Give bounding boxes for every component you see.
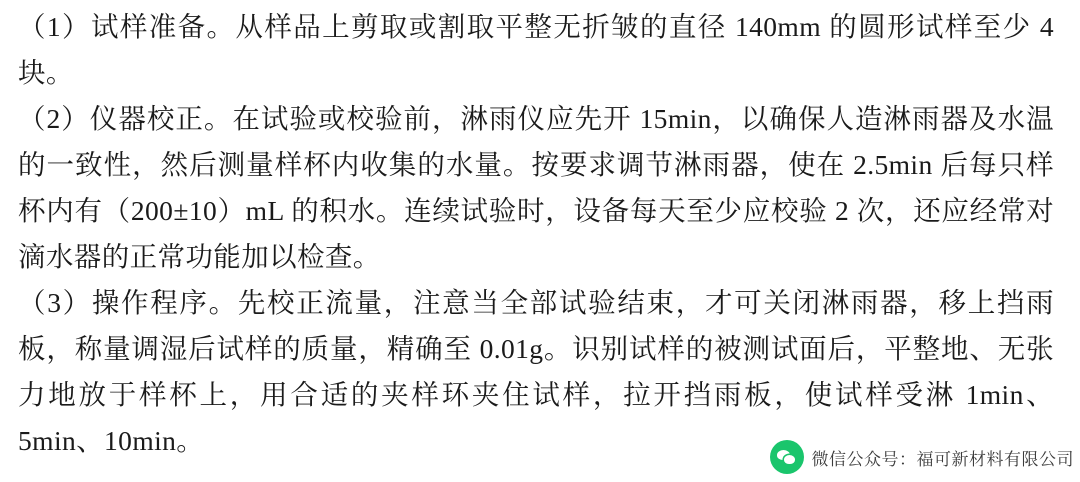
wechat-official-account-icon xyxy=(770,440,804,474)
paragraph-3: （3）操作程序。先校正流量，注意当全部试验结束，才可关闭淋雨器，移上挡雨板，称量调湿后试样的质量，精确至 0.01g。识别试样的被测试面后，平整地、无张力地放于样杯上，用合适的夹样环夹住试样，拉开挡雨板，使试样受淋 1min、5min、10min。 xyxy=(18,287,1054,456)
paragraph-2: （2）仪器校正。在试验或校验前，淋雨仪应先开 15min，以确保人造淋雨器及水温的一致性，然后测量样杯内收集的水量。按要求调节淋雨器，使在 2.5min 后每只样杯内有（200±10）mL 的积水。连续试验时，设备每天至少应校验 2 次，还应经常对滴水器的正常功能加以检查。 xyxy=(18,103,1054,272)
paragraph-1: （1）试样准备。从样品上剪取或割取平整无折皱的直径 140mm 的圆形试样至少 4 块。 xyxy=(18,11,1054,88)
watermark xyxy=(770,440,1075,474)
watermark-text: 微信公众号：福可新材料有限公司 xyxy=(811,449,1074,469)
